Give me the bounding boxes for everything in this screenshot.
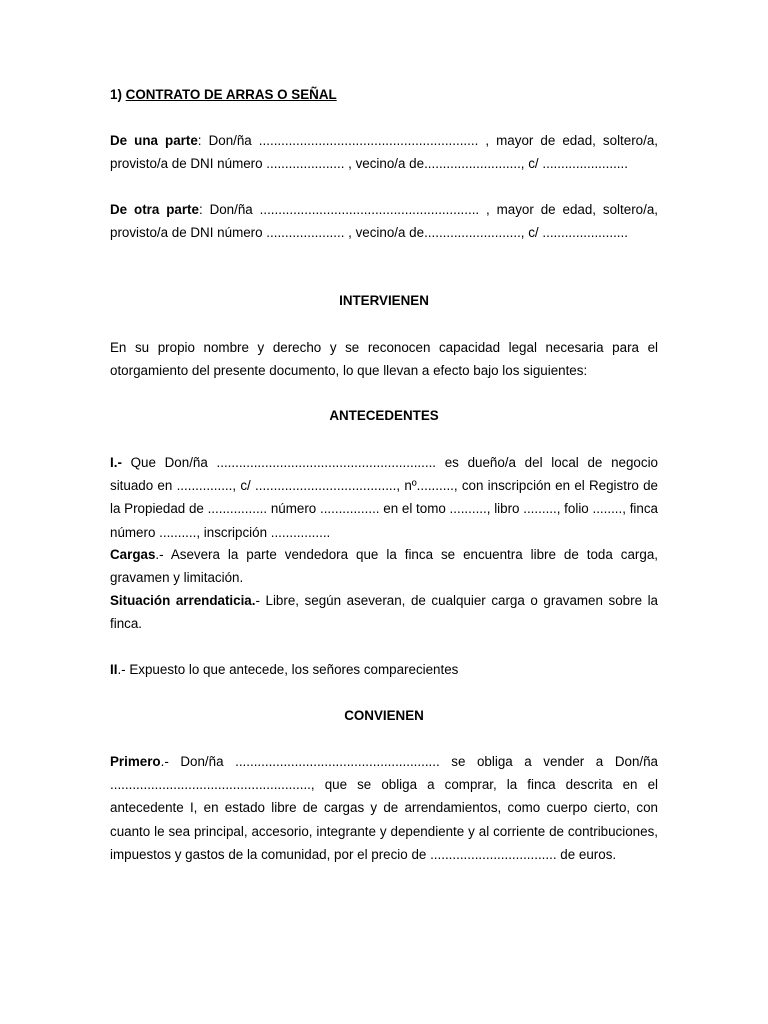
antecedente-2-label: II: [110, 662, 118, 677]
title-text: CONTRATO DE ARRAS O SEÑAL: [125, 87, 337, 102]
cargas-paragraph: [110, 543, 658, 589]
intervienen-paragraph: En su propio nombre y derecho y se reconocen capacidad legal necesaria para el otorgamiento del presente documento, lo que llevan a efecto bajo los siguientes:: [110, 340, 658, 379]
situacion-label: Situación arrendaticia.: [110, 593, 256, 608]
parte-una-text: : Don/ña ........................................................... , mayor de edad, soltero/a, provisto/a de DNI número ..................... , vecino/a de.........................., c/ .......................: [110, 133, 659, 172]
cargas-label: Cargas: [110, 547, 156, 562]
cargas-text: .- Asevera la parte vendedora que la finca se encuentra libre de toda carga, gravamen y limitación.: [110, 547, 658, 586]
parte-otra-label: De otra parte: [110, 202, 199, 217]
parte-una-paragraph: [110, 129, 658, 175]
antecedente-2-text: .- Expuesto lo que antecede, los señores comparecientes: [117, 662, 459, 677]
document-title: [110, 83, 337, 106]
situacion-text: - Libre, según aseveran, de cualquier carga o gravamen sobre la finca.: [110, 593, 658, 632]
situacion-paragraph: [110, 589, 658, 635]
heading-intervienen: INTERVIENEN: [339, 293, 429, 308]
parte-otra-text: : Don/ña ........................................................... , mayor de edad, soltero/a, provisto/a de DNI número ..................... , vecino/a de.........................., c/ .......................: [110, 202, 658, 241]
heading-convienen: CONVIENEN: [344, 708, 424, 723]
primero-paragraph: [110, 750, 658, 866]
antecedente-2-paragraph: [110, 658, 658, 681]
primero-text: .- Don/ña ....................................................... se obliga a vender a Don/ña ......................................................, que se obliga a comprar, la finca descrita en el antecedente I, en estado libre de cargas y de arrendamientos, como cuerpo cierto, con cuanto le sea principal, accesorio, integrante y dependiente y al corriente de contribuciones, impuestos y gastos de la comunidad, por el precio de .................................. de euros.: [110, 754, 658, 862]
title-number: 1): [110, 87, 122, 102]
antecedente-1-label: I.-: [110, 455, 122, 470]
antecedente-1-text: Que Don/ña ........................................................... es dueño/a del local de negocio situado en ..............., c/ ......................................, nº.........., con inscripción en el Registro de la Propiedad de ................ número ................ en el tomo .........., libro ........., folio ........, finca número .........., inscripción ................: [110, 455, 658, 540]
parte-otra-paragraph: [110, 198, 658, 244]
primero-label: Primero: [110, 754, 161, 769]
parte-una-label: De una parte: [110, 133, 198, 148]
antecedente-1-paragraph: [110, 451, 658, 544]
heading-antecedentes: ANTECEDENTES: [329, 408, 439, 423]
